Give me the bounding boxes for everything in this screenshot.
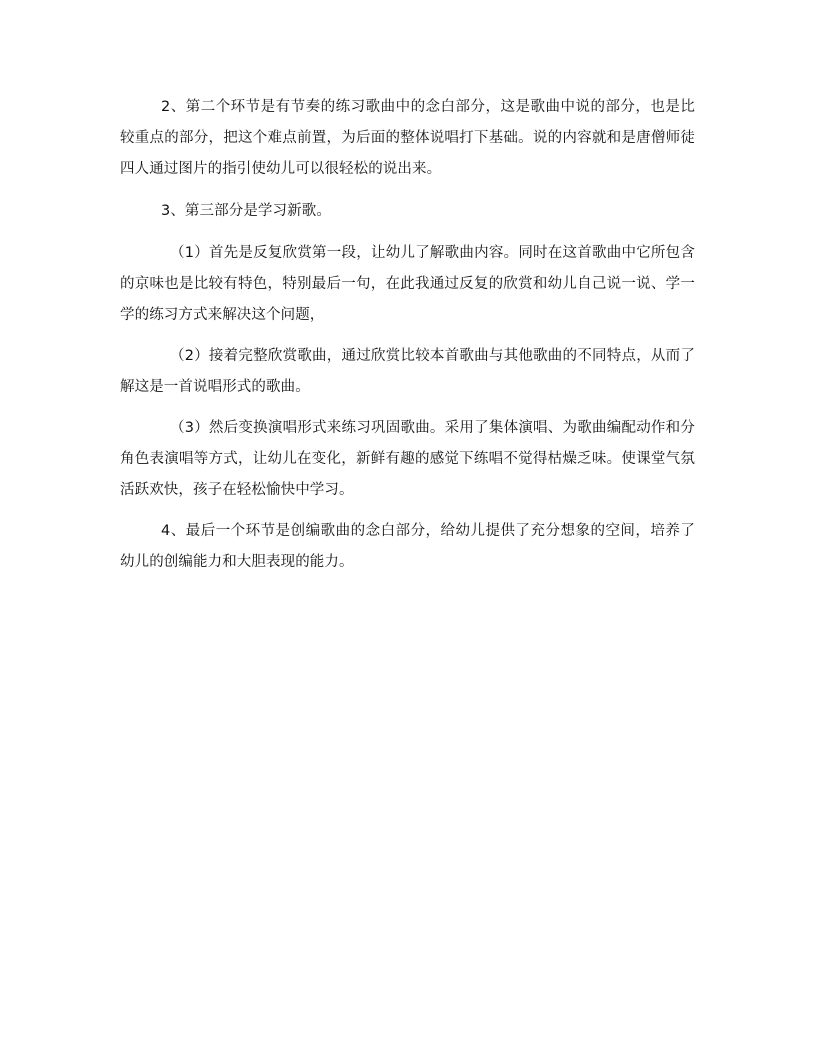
paragraph-step-2: 2、第二个环节是有节奏的练习歌曲中的念白部分，这是歌曲中说的部分，也是比较重点的部分，把这个难点前置，为后面的整体说唱打下基础。说的内容就和是唐僧师徒四人通过图片的指引使幼儿可以很轻松的说出来。 (120, 99, 695, 177)
paragraph-step-4: 4、最后一个环节是创编歌曲的念白部分，给幼儿提供了充分想象的空间，培养了幼儿的创编能力和大胆表现的能力。 (120, 523, 695, 570)
paragraph-step-3: 3、第三部分是学习新歌。 (161, 203, 331, 219)
paragraph-substep-3: （3）然后变换演唱形式来练习巩固歌曲。采用了集体演唱、为歌曲编配动作和分角色表演唱等方式，让幼儿在变化，新鲜有趣的感觉下练唱不觉得枯燥乏味。使课堂气氛活跃欢快，孩子在轻松愉快中学习。 (120, 420, 695, 498)
paragraph-substep-2: （2）接着完整欣赏歌曲，通过欣赏比较本首歌曲与其他歌曲的不同特点，从而了解这是一首说唱形式的歌曲。 (120, 348, 695, 395)
paragraph-substep-1: （1）首先是反复欣赏第一段，让幼儿了解歌曲内容。同时在这首歌曲中它所包含的京味也是比较有特色，特别最后一句，在此我通过反复的欣赏和幼儿自己说一说、学一学的练习方式来解决这个问题， (120, 245, 695, 323)
document-body (120, 92, 695, 578)
